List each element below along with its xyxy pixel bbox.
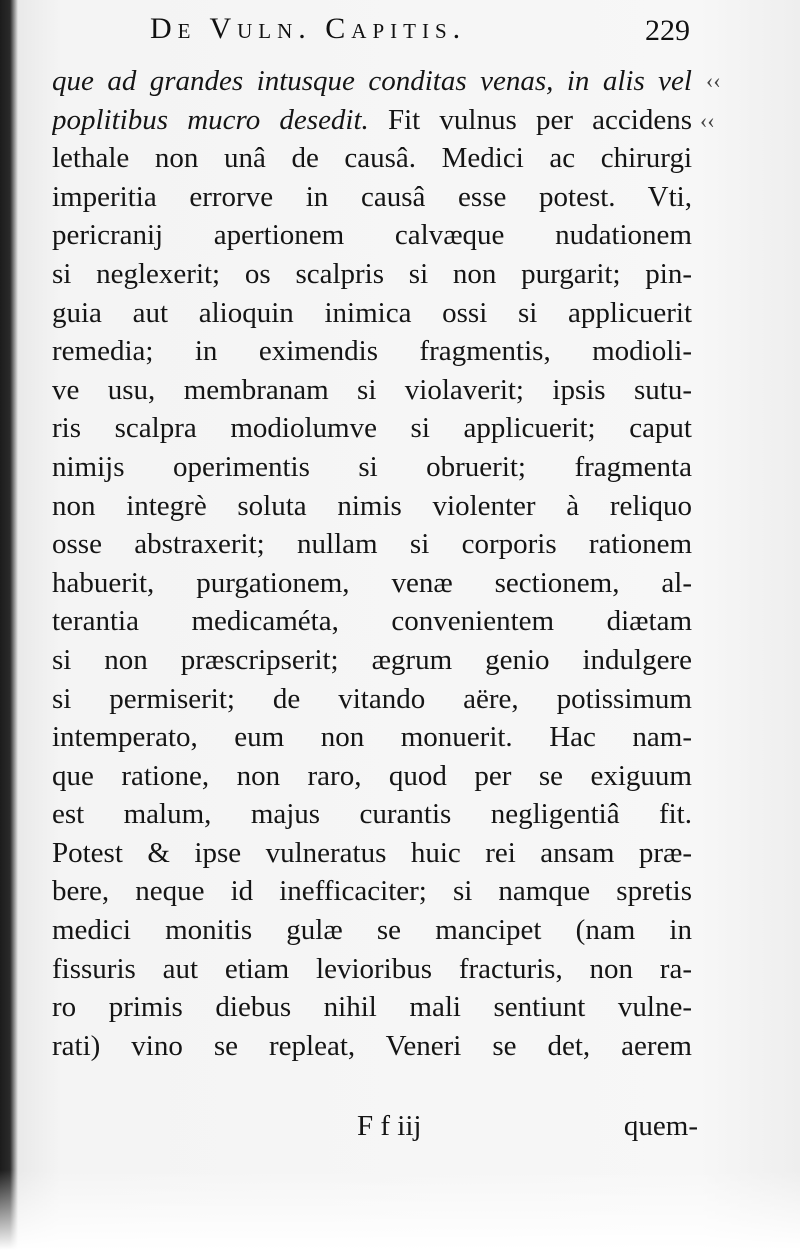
text-line: habuerit, purgationem, venæ sectionem, al-	[52, 566, 692, 599]
italic-quotation: poplitibus mucro desedit.	[52, 103, 369, 136]
running-title: De Vuln. Capitis.	[150, 12, 467, 45]
text-line	[52, 101, 692, 140]
running-head	[150, 8, 690, 48]
text-line: Potest & ipse vulneratus huic rei ansam præ-	[52, 836, 692, 869]
text-run: Fit vulnus per accidens	[388, 103, 692, 136]
catchword: quem-	[623, 1110, 698, 1142]
text-line: si neglexerit; os scalpris si non purgarit; pin-	[52, 257, 692, 290]
page-number: 229	[645, 14, 690, 47]
text-line: si permiserit; de vitando aëre, potissimum	[52, 682, 692, 715]
text-line: guia aut alioquin inimica ossi si applicuerit	[52, 296, 692, 329]
text-line: que ad grandes intusque conditas venas, in alis vel	[52, 65, 692, 97]
text-line: est malum, majus curantis negligentiâ fit.	[52, 798, 692, 831]
text-line: ris scalpra modiolumve si applicuerit; caput	[52, 412, 692, 445]
text-line: que ratione, non raro, quod per se exiguum	[52, 759, 692, 792]
text-line: ve usu, membranam si violaverit; ipsis sutu-	[52, 373, 692, 406]
text-line: lethale non unâ de causâ. Medici ac chirurgi	[52, 142, 692, 175]
margin-quote-mark: ‹‹	[706, 68, 721, 93]
text-line: non integrè soluta nimis violenter à reliquo	[52, 489, 692, 522]
body-text	[52, 62, 692, 1065]
text-line: imperitia errorve in causâ esse potest. Vti,	[52, 180, 692, 213]
text-line: ro primis diebus nihil mali sentiunt vulne-	[52, 991, 692, 1024]
text-line: fissuris aut etiam levioribus fracturis, non ra-	[52, 952, 692, 985]
text-line: nimijs operimentis si obruerit; fragmenta	[52, 450, 692, 483]
text-line: remedia; in eximendis fragmentis, modioli-	[52, 335, 692, 368]
text-line: bere, neque id inefficaciter; si namque spretis	[52, 875, 692, 908]
text-line: medici monitis gulæ se mancipet (nam in	[52, 914, 692, 947]
text-line: pericranij apertionem calvæque nudationem	[52, 219, 692, 252]
text-line: si non præscripserit; ægrum genio indulgere	[52, 643, 692, 676]
page-footer	[52, 1110, 698, 1150]
text-line: terantia medicaméta, convenientem diætam	[52, 605, 692, 638]
signature-mark: F f iij	[357, 1110, 422, 1142]
text-line: intemperato, eum non monuerit. Hac nam-	[52, 721, 692, 754]
text-line: osse abstraxerit; nullam si corporis rationem	[52, 528, 692, 561]
margin-quote-mark: ‹‹	[700, 108, 715, 133]
text-line: rati) vino se repleat, Veneri se det, aerem	[52, 1029, 692, 1062]
